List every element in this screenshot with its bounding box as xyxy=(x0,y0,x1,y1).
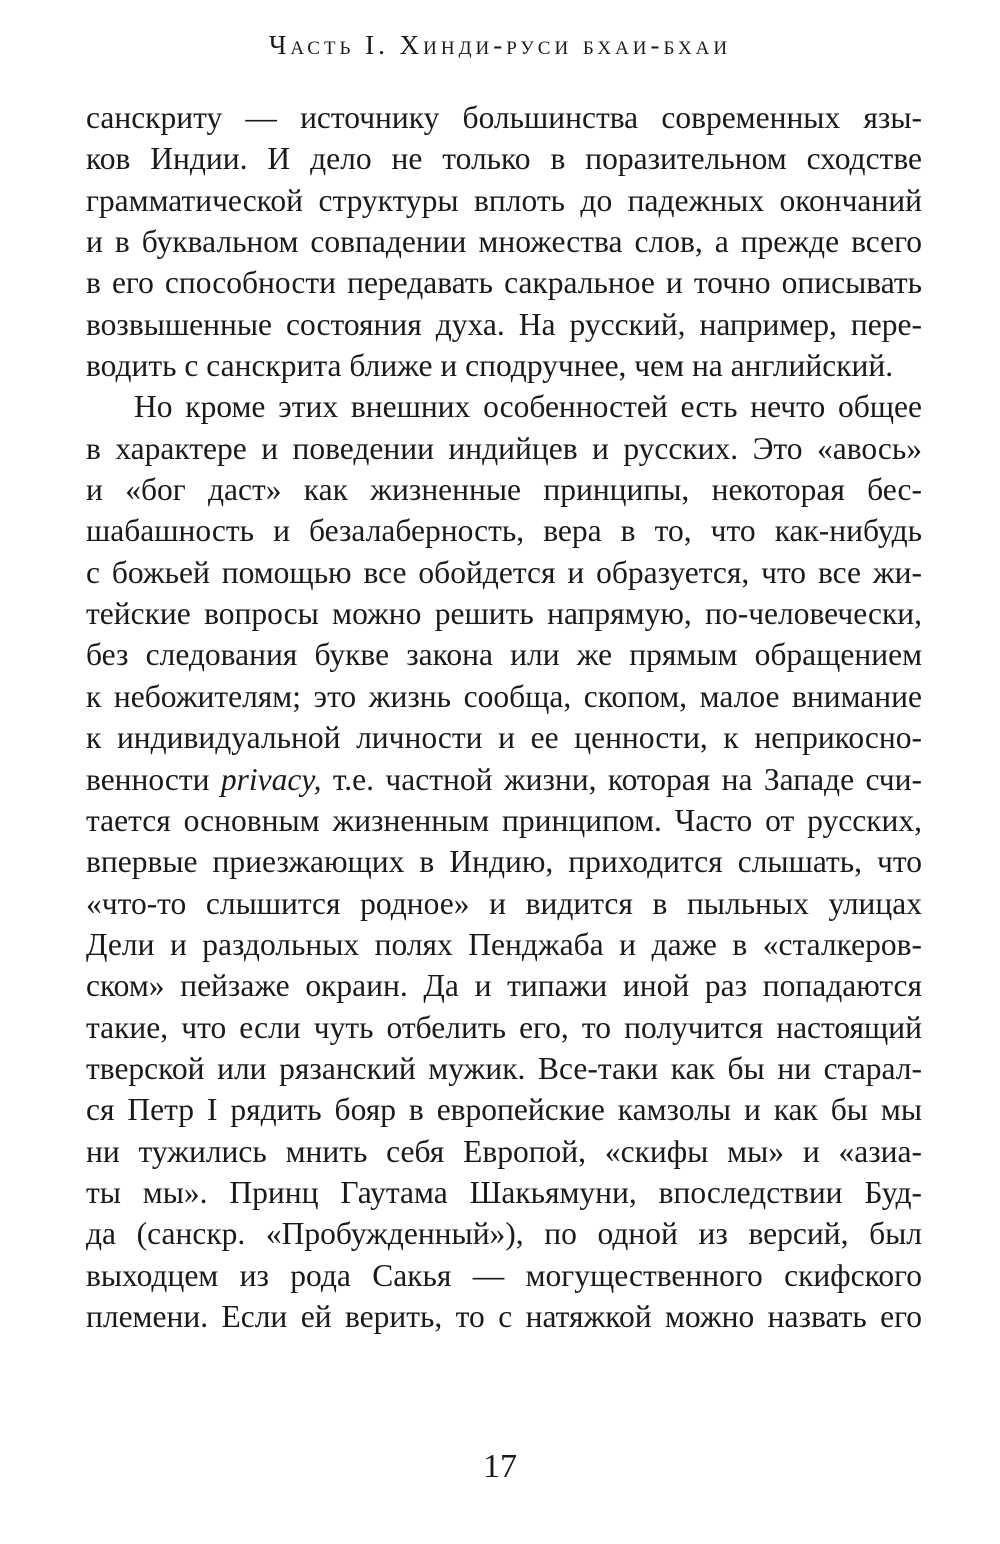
text-line: впервые приезжающих в Индию, приходится слышать, что xyxy=(86,844,922,880)
text-line: выходцем из рода Сакья — могущественного скифского xyxy=(86,1257,922,1293)
text-line: ты мы». Принц Гаутама Шакьямуни, впоследствии Буд- xyxy=(86,1174,922,1210)
text-line: санскриту — источнику большинства современных язы- xyxy=(86,100,922,135)
text-line: ков Индии. И дело не только в поразительном сходстве xyxy=(86,141,922,177)
text-line: тается основным жизненным принципом. Часто от русских, xyxy=(86,802,922,838)
text-line: с божьей помощью все обойдется и образуется, что все жи- xyxy=(86,554,922,590)
text-line: Дели и раздольных полях Пенджаба и даже в «сталкеров- xyxy=(86,926,922,962)
text-line: ни тужились мнить себя Европой, «скифы мы» и «азиа- xyxy=(86,1133,922,1169)
text-line: к небожителям; это жизнь сообща, скопом, малое внимание xyxy=(86,678,922,714)
text-line: в характере и поведении индийцев и русских. Это «авось» xyxy=(86,430,922,466)
text-line: грамматической структуры вплоть до падежных окончаний xyxy=(86,182,922,218)
italic-term: privacy, xyxy=(220,761,322,797)
text-line: Но кроме этих внешних особенностей есть нечто общее xyxy=(134,389,922,425)
text-line: к индивидуальной личности и ее ценности, к неприкосно- xyxy=(86,720,922,756)
text-line: племени. Если ей верить, то с натяжкой можно назвать его xyxy=(86,1298,922,1334)
text-line: такие, что если чуть отбелить его, то получится настоящий xyxy=(86,1009,922,1045)
text-line-privacy xyxy=(86,759,922,800)
text-line: шабашность и безалаберность, вера в то, что как-нибудь xyxy=(86,513,922,549)
text-line: в его способности передавать сакральное и точно описывать xyxy=(86,265,922,301)
text-line: тейские вопросы можно решить напрямую, по-человечески, xyxy=(86,596,922,632)
page-number: 17 xyxy=(483,1448,517,1485)
text-line: ском» пейзаже окраин. Да и типажи иной раз попадаются xyxy=(86,968,922,1004)
body-text xyxy=(86,97,922,1337)
text-fragment: венности xyxy=(86,761,221,797)
text-line: ся Петр I рядить бояр в европейские камзолы и как бы мы xyxy=(86,1092,922,1128)
text-line: водить с санскрита ближе и сподручнее, чем на английский. xyxy=(86,348,894,384)
text-line: да (санскр. «Пробужденный»), по одной из версий, был xyxy=(86,1216,922,1252)
text-line: без следования букве закона или же прямым обращением xyxy=(86,637,922,673)
text-line: тверской или рязанский мужик. Все-таки как бы ни старал- xyxy=(86,1050,922,1086)
text-line: «что-то слышится родное» и видится в пыльных улицах xyxy=(86,885,922,921)
text-fragment: т.е. частной жизни, которая на Западе счи- xyxy=(321,761,922,797)
text-line: и в буквальном совпадении множества слов, а прежде всего xyxy=(86,224,922,260)
text-line: возвышенные состояния духа. На русский, например, пере- xyxy=(86,306,922,342)
text-line: и «бог даст» как жизненные принципы, некоторая бес- xyxy=(86,472,922,508)
running-head: Часть I. Хинди-руси бхаи-бхаи xyxy=(268,30,732,60)
